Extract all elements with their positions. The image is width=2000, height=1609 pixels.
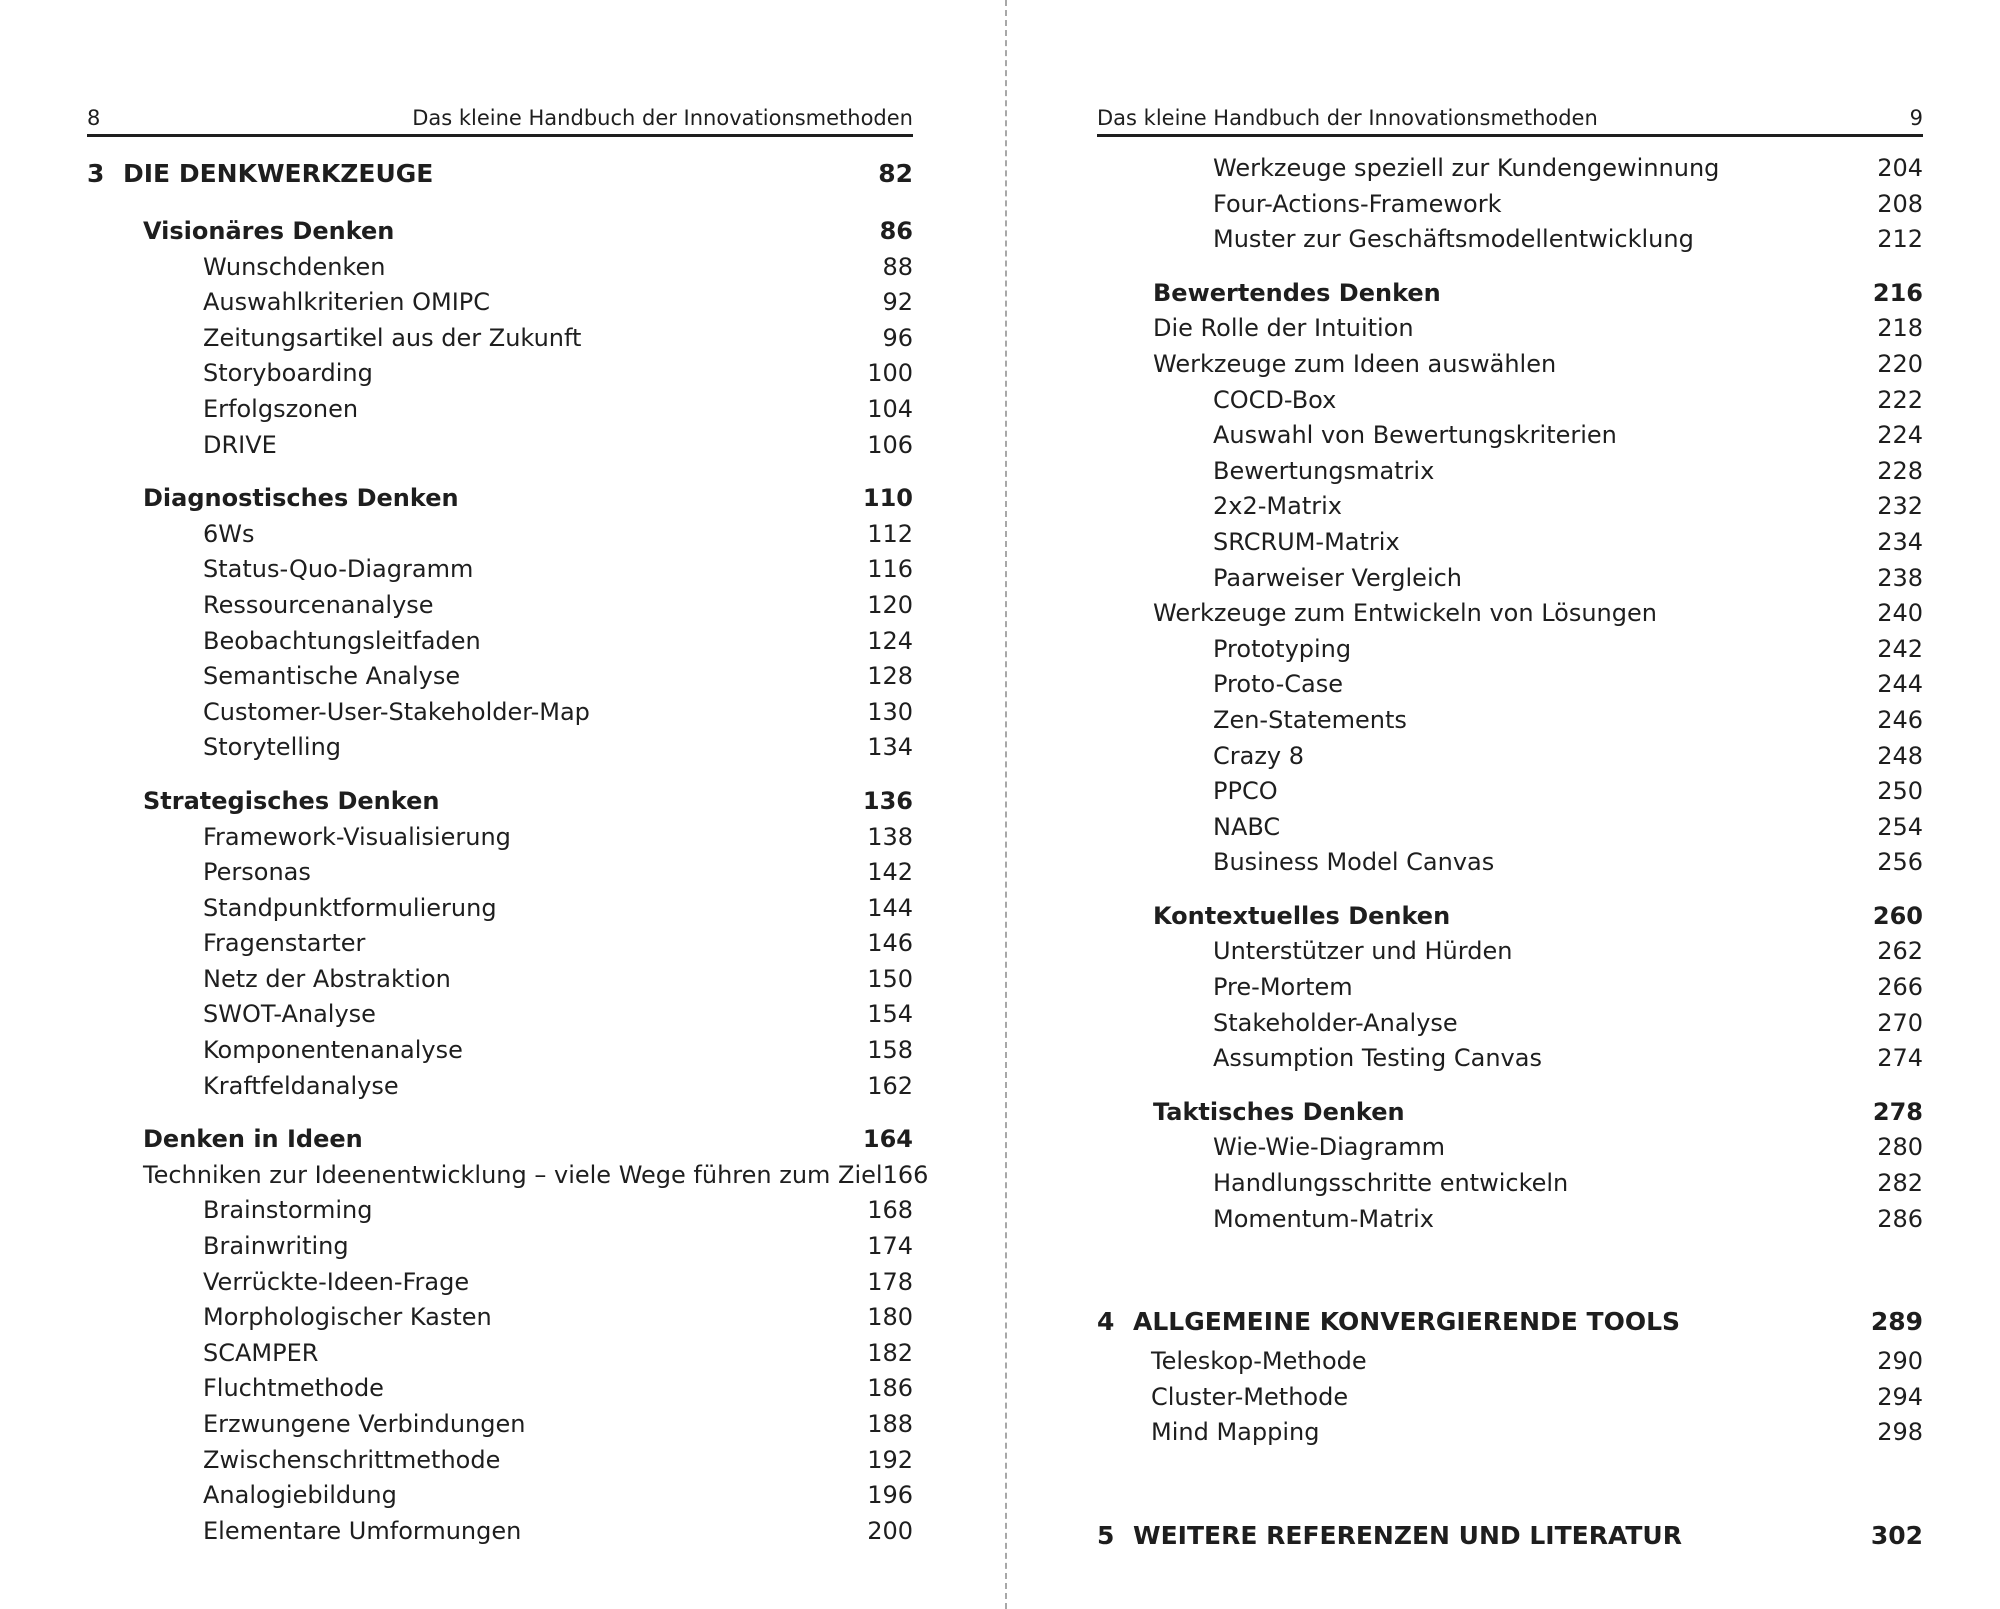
chapter-number: 3 — [87, 159, 105, 188]
toc-page-number: 196 — [867, 1481, 913, 1510]
chapter-title: WEITERE REFERENZEN UND LITERATUR — [1133, 1521, 1682, 1550]
toc-page-number: 266 — [1877, 973, 1923, 1002]
page-fold-divider — [1005, 0, 1007, 1609]
toc-page-number: 260 — [1872, 901, 1923, 930]
toc-item[interactable] — [1097, 561, 1923, 597]
toc-page-number: 290 — [1877, 1347, 1923, 1376]
toc-item[interactable] — [87, 820, 913, 856]
toc-sub[interactable] — [1097, 311, 1923, 347]
toc-page-number: 182 — [867, 1338, 913, 1367]
toc-item[interactable] — [87, 517, 913, 553]
toc-item[interactable] — [87, 552, 913, 588]
toc-item[interactable] — [1097, 222, 1923, 258]
toc-entry-label: Framework-Visualisierung — [203, 822, 511, 851]
toc-entry-label: Kraftfeldanalyse — [203, 1071, 399, 1100]
page-number: 8 — [87, 106, 101, 130]
toc-tool[interactable] — [1097, 1380, 1923, 1416]
toc-item[interactable] — [87, 730, 913, 766]
toc-item[interactable] — [1097, 703, 1923, 739]
toc-entry-label: Zwischenschrittmethode — [203, 1445, 501, 1474]
toc-entry-label: Muster zur Geschäftsmodellentwicklung — [1213, 225, 1694, 254]
toc-page-number: 280 — [1877, 1133, 1923, 1162]
toc-entry-label: Paarweiser Vergleich — [1213, 563, 1463, 592]
toc-item[interactable] — [87, 891, 913, 927]
toc-entry-label — [1097, 1299, 1680, 1344]
chapter-number: 5 — [1097, 1521, 1115, 1550]
toc-entry-label: Stakeholder-Analyse — [1213, 1008, 1458, 1037]
running-head-right — [1097, 96, 1923, 137]
toc-entry-label: Proto-Case — [1213, 670, 1344, 699]
toc-item[interactable] — [87, 659, 913, 695]
toc-page-number: 204 — [1877, 154, 1923, 182]
toc-page-number: 82 — [878, 159, 913, 188]
toc-entry-label: Morphologischer Kasten — [203, 1303, 492, 1332]
toc-page-number: 166 — [882, 1160, 929, 1189]
toc-entry-label: Kontextuelles Denken — [1153, 901, 1451, 930]
toc-page-number: 242 — [1877, 634, 1923, 663]
toc-entry-label: Ressourcenanalyse — [203, 590, 434, 619]
toc-page-number: 278 — [1872, 1097, 1923, 1126]
toc-item[interactable] — [1097, 151, 1923, 187]
toc-entry-label: Brainwriting — [203, 1232, 349, 1261]
toc-item[interactable] — [1097, 1130, 1923, 1166]
toc-entry-label: Verrückte-Ideen-Frage — [203, 1267, 470, 1296]
toc-item[interactable] — [87, 1069, 913, 1105]
toc-entry-label: Komponentenanalyse — [203, 1036, 463, 1065]
toc-entry-label: SRCRUM-Matrix — [1213, 527, 1400, 556]
toc-item[interactable] — [87, 321, 913, 357]
running-head-left — [87, 96, 913, 137]
toc-chapter[interactable] — [1097, 1299, 1923, 1344]
toc-entry-label: Wunschdenken — [203, 252, 386, 281]
toc-item[interactable] — [1097, 1202, 1923, 1238]
toc-section[interactable] — [87, 1122, 913, 1158]
toc-item[interactable] — [87, 1033, 913, 1069]
toc-page-number: 192 — [867, 1445, 913, 1474]
toc-entry-label: Status-Quo-Diagramm — [203, 555, 474, 584]
chapter-number: 4 — [1097, 1307, 1115, 1337]
toc-page-number: 158 — [867, 1036, 913, 1065]
toc-item[interactable] — [1097, 1041, 1923, 1077]
toc-page-number: 104 — [867, 394, 913, 423]
toc-entry-label: Unterstützer und Hürden — [1213, 937, 1513, 966]
toc-page-number: 200 — [867, 1516, 913, 1545]
toc-entry-label: Personas — [203, 858, 311, 887]
toc-item[interactable] — [87, 962, 913, 998]
table-of-contents — [87, 151, 929, 1549]
toc-entry-label: Pre-Mortem — [1213, 973, 1353, 1002]
toc-item[interactable] — [87, 1193, 913, 1229]
toc-entry-label: Erzwungene Verbindungen — [203, 1410, 526, 1438]
toc-item[interactable] — [1097, 454, 1923, 490]
toc-page-number: 212 — [1877, 225, 1923, 254]
toc-page-number: 110 — [862, 484, 913, 513]
toc-item[interactable] — [1097, 970, 1923, 1006]
toc-page-number: 136 — [862, 786, 913, 815]
toc-entry-label: Visionäres Denken — [143, 217, 395, 245]
toc-entry-label: Wie-Wie-Diagramm — [1213, 1133, 1446, 1162]
toc-page-number: 256 — [1877, 848, 1923, 877]
toc-page-number: 218 — [1877, 314, 1923, 343]
book-title: Das kleine Handbuch der Innovationsmethoden — [1097, 106, 1598, 130]
toc-entry-label: 2x2-Matrix — [1213, 492, 1342, 521]
toc-item[interactable] — [87, 1407, 913, 1443]
toc-page-number: 246 — [1877, 705, 1923, 734]
toc-entry-label: PPCO — [1213, 777, 1278, 806]
toc-entry-label: Werkzeuge speziell zur Kundengewinnung — [1213, 154, 1720, 182]
toc-entry-label: Beobachtungsleitfaden — [203, 626, 481, 655]
toc-entry-label: 6Ws — [203, 519, 255, 548]
toc-entry-label: Mind Mapping — [1151, 1418, 1320, 1447]
toc-entry-label: Crazy 8 — [1213, 741, 1305, 770]
right-page — [1097, 96, 1923, 1558]
toc-page-number: 270 — [1877, 1008, 1923, 1037]
toc-entry-label: Momentum-Matrix — [1213, 1204, 1434, 1233]
toc-page-number: 250 — [1877, 777, 1923, 806]
toc-page-number: 146 — [867, 929, 913, 958]
toc-entry-label: Handlungsschritte entwickeln — [1213, 1169, 1569, 1198]
toc-item[interactable] — [87, 1336, 913, 1372]
toc-entry-label: Werkzeuge zum Ideen auswählen — [1153, 349, 1557, 378]
toc-page-number: 92 — [882, 288, 913, 317]
toc-item[interactable] — [87, 997, 913, 1033]
toc-entry-label: Netz der Abstraktion — [203, 964, 451, 993]
toc-item[interactable] — [1097, 1166, 1923, 1202]
toc-entry-label: Diagnostisches Denken — [143, 484, 459, 513]
toc-item[interactable] — [87, 926, 913, 962]
toc-item[interactable] — [87, 624, 913, 660]
toc-item[interactable] — [87, 1478, 913, 1514]
toc-page-number: 216 — [1872, 278, 1923, 307]
toc-page-number: 142 — [867, 858, 913, 887]
toc-entry-label — [1097, 1513, 1682, 1558]
toc-entry-label: Fluchtmethode — [203, 1374, 384, 1403]
toc-page-number: 150 — [867, 964, 913, 993]
toc-item[interactable] — [1097, 383, 1923, 419]
toc-page-number: 224 — [1877, 421, 1923, 450]
toc-item[interactable] — [87, 1443, 913, 1479]
toc-page-number: 222 — [1877, 385, 1923, 414]
toc-item[interactable] — [1097, 845, 1923, 881]
toc-page-number: 130 — [867, 697, 913, 726]
toc-entry-label — [87, 151, 433, 196]
toc-page-number: 86 — [879, 217, 913, 245]
toc-page-number: 96 — [882, 323, 913, 352]
toc-entry-label: Cluster-Methode — [1151, 1382, 1349, 1411]
toc-item[interactable] — [1097, 1006, 1923, 1042]
chapter-title: DIE DENKWERKZEUGE — [123, 159, 434, 188]
table-of-contents — [1097, 151, 1923, 1558]
toc-item[interactable] — [1097, 934, 1923, 970]
toc-page-number: 282 — [1877, 1169, 1923, 1198]
toc-section[interactable] — [87, 214, 913, 250]
toc-page-number: 124 — [867, 626, 913, 655]
toc-page-number: 220 — [1877, 349, 1923, 378]
toc-item[interactable] — [1097, 667, 1923, 703]
toc-page-number: 88 — [882, 252, 913, 281]
toc-page-number: 128 — [867, 662, 913, 691]
toc-item[interactable] — [1097, 418, 1923, 454]
left-page — [87, 96, 929, 1549]
toc-page-number: 164 — [862, 1125, 913, 1154]
toc-page-number: 100 — [867, 359, 913, 388]
toc-entry-label: Strategisches Denken — [143, 786, 440, 815]
toc-page-number: 120 — [867, 590, 913, 619]
toc-page-number: 294 — [1877, 1382, 1923, 1411]
toc-item[interactable] — [87, 356, 913, 392]
toc-chapter[interactable] — [87, 151, 913, 196]
toc-entry-label: Die Rolle der Intuition — [1153, 314, 1414, 343]
toc-entry-label: Analogiebildung — [203, 1481, 397, 1510]
toc-page-number: 298 — [1877, 1418, 1923, 1447]
toc-tool[interactable] — [1097, 1344, 1923, 1380]
toc-entry-label: Auswahlkriterien OMIPC — [203, 288, 491, 317]
toc-page-number: 289 — [1870, 1307, 1923, 1337]
toc-item[interactable] — [87, 855, 913, 891]
toc-entry-label: DRIVE — [203, 430, 277, 459]
toc-page-number: 286 — [1877, 1204, 1923, 1233]
toc-entry-label: NABC — [1213, 812, 1281, 841]
toc-page-number: 232 — [1877, 492, 1923, 521]
toc-entry-label: Fragenstarter — [203, 929, 366, 958]
toc-page-number: 180 — [867, 1303, 913, 1332]
toc-entry-label: Bewertendes Denken — [1153, 278, 1441, 307]
toc-item[interactable] — [1097, 739, 1923, 775]
toc-page-number: 138 — [867, 822, 913, 851]
toc-tool[interactable] — [1097, 1415, 1923, 1451]
toc-item[interactable] — [87, 1514, 913, 1550]
toc-section[interactable] — [87, 481, 913, 517]
toc-page-number: 244 — [1877, 670, 1923, 699]
toc-item[interactable] — [87, 695, 913, 731]
page-number: 9 — [1909, 106, 1923, 130]
toc-section[interactable] — [1097, 1095, 1923, 1131]
toc-entry-label: Storyboarding — [203, 359, 373, 388]
toc-entry-label: Teleskop-Methode — [1151, 1347, 1367, 1376]
toc-page-number: 228 — [1877, 456, 1923, 485]
toc-entry-label: Customer-User-Stakeholder-Map — [203, 697, 590, 726]
toc-page-number: 254 — [1877, 812, 1923, 841]
toc-item[interactable] — [1097, 489, 1923, 525]
toc-page-number: 186 — [867, 1374, 913, 1403]
toc-item[interactable] — [1097, 632, 1923, 668]
toc-entry-label: SCAMPER — [203, 1338, 319, 1367]
toc-entry-label: Elementare Umformungen — [203, 1516, 522, 1545]
toc-page-number: 116 — [867, 555, 913, 584]
toc-entry-label: COCD-Box — [1213, 385, 1337, 414]
toc-entry-label: Techniken zur Ideenentwicklung – viele Wege führen zum Ziel — [143, 1160, 883, 1189]
toc-chapter[interactable] — [1097, 1513, 1923, 1558]
toc-entry-label: Werkzeuge zum Entwickeln von Lösungen — [1153, 599, 1657, 628]
toc-item[interactable] — [1097, 525, 1923, 561]
toc-entry-label: Zen-Statements — [1213, 705, 1407, 734]
toc-item[interactable] — [1097, 187, 1923, 223]
toc-item[interactable] — [87, 428, 913, 464]
toc-section[interactable] — [1097, 276, 1923, 312]
toc-page-number: 234 — [1877, 527, 1923, 556]
toc-section[interactable] — [1097, 899, 1923, 935]
toc-entry-label: Zeitungsartikel aus der Zukunft — [203, 323, 582, 352]
toc-item[interactable] — [87, 1300, 913, 1336]
toc-entry-label: Auswahl von Bewertungskriterien — [1213, 421, 1617, 450]
toc-page-number: 248 — [1877, 741, 1923, 770]
toc-page-number: 238 — [1877, 563, 1923, 592]
toc-entry-label: Brainstorming — [203, 1196, 373, 1225]
toc-section[interactable] — [87, 784, 913, 820]
toc-page-number: 162 — [867, 1071, 913, 1100]
toc-page-number: 144 — [867, 893, 913, 922]
toc-item[interactable] — [1097, 774, 1923, 810]
toc-entry-label: Bewertungsmatrix — [1213, 456, 1435, 485]
toc-page-number: 106 — [867, 430, 913, 459]
toc-entry-label: Assumption Testing Canvas — [1213, 1044, 1542, 1073]
toc-page-number: 262 — [1877, 937, 1923, 966]
toc-page-number: 178 — [867, 1267, 913, 1296]
toc-entry-label: Erfolgszonen — [203, 394, 359, 423]
toc-page-number: 154 — [867, 1000, 913, 1029]
toc-entry-label: SWOT-Analyse — [203, 1000, 376, 1029]
toc-sub[interactable] — [1097, 596, 1923, 632]
chapter-title: ALLGEMEINE KONVERGIERENDE TOOLS — [1133, 1307, 1681, 1337]
toc-item[interactable] — [87, 1265, 913, 1301]
toc-item[interactable] — [87, 250, 913, 286]
toc-sub[interactable] — [87, 1158, 929, 1194]
toc-item[interactable] — [87, 1229, 913, 1265]
toc-page-number: 188 — [867, 1410, 913, 1438]
toc-item[interactable] — [87, 588, 913, 624]
toc-item[interactable] — [87, 1371, 913, 1407]
toc-page-number: 168 — [867, 1196, 913, 1225]
toc-entry-label: Business Model Canvas — [1213, 848, 1495, 877]
toc-entry-label: Prototyping — [1213, 634, 1352, 663]
toc-item[interactable] — [87, 392, 913, 428]
toc-entry-label: Taktisches Denken — [1153, 1097, 1405, 1126]
toc-entry-label: Semantische Analyse — [203, 662, 461, 691]
toc-entry-label: Storytelling — [203, 733, 342, 762]
toc-page-number: 134 — [867, 733, 913, 762]
toc-page-number: 174 — [867, 1232, 913, 1261]
toc-entry-label: Four-Actions-Framework — [1213, 189, 1502, 218]
toc-page-number: 240 — [1877, 599, 1923, 628]
toc-page-number: 302 — [1870, 1521, 1923, 1550]
toc-page-number: 208 — [1877, 189, 1923, 218]
toc-entry-label: Denken in Ideen — [143, 1125, 363, 1154]
toc-page-number: 112 — [867, 519, 913, 548]
toc-item[interactable] — [87, 285, 913, 321]
book-title: Das kleine Handbuch der Innovationsmethoden — [412, 106, 913, 130]
toc-sub[interactable] — [1097, 347, 1923, 383]
toc-entry-label: Standpunktformulierung — [203, 893, 497, 922]
toc-page-number: 274 — [1877, 1044, 1923, 1073]
toc-item[interactable] — [1097, 810, 1923, 846]
